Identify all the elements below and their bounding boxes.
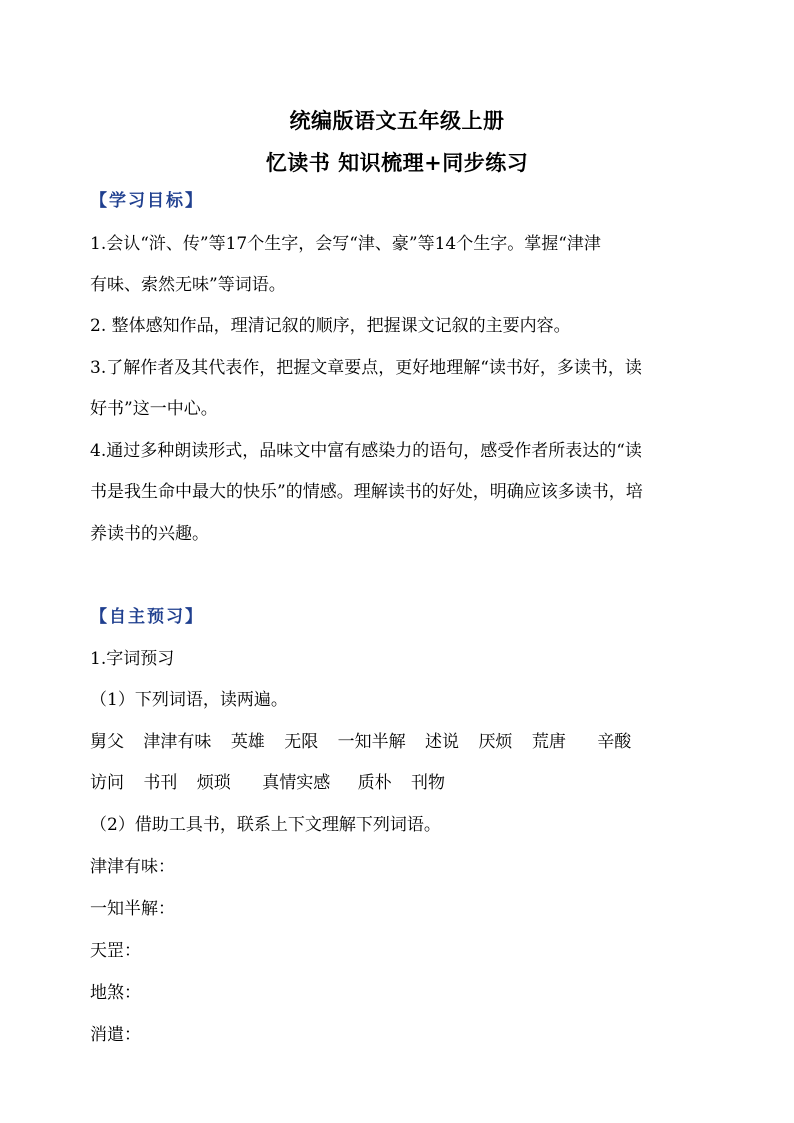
vocab-word: 厌烦 bbox=[478, 732, 513, 752]
document-title: 统编版语文五年级上册 bbox=[289, 108, 505, 133]
vocab-word: 述说 bbox=[425, 732, 460, 752]
vocab-word: 一知半解 bbox=[337, 732, 406, 752]
objective-1-line-2: 有味、索然无味”等词语。 bbox=[90, 275, 286, 295]
document-subtitle: 忆读书 知识梳理+同步练习 bbox=[265, 150, 529, 175]
vocab-word: 津津有味 bbox=[143, 732, 212, 752]
objective-1-line-1: 1.会认“浒、传”等17个生字，会写“津、豪”等14个生字。掌握“津津 bbox=[90, 234, 601, 254]
preview-heading: 【自主预习】 bbox=[90, 607, 204, 627]
objective-4-line-3: 养读书的兴趣。 bbox=[90, 524, 209, 544]
vocab-row-2 bbox=[90, 772, 459, 794]
preview-question-2: （2）借助工具书，联系上下文理解下列词语。 bbox=[90, 815, 441, 835]
vocab-word: 辛酸 bbox=[597, 732, 632, 752]
vocab-word: 访问 bbox=[90, 773, 124, 793]
preview-subheading-vocab: 1.字词预习 bbox=[90, 649, 175, 669]
term-definition-line: 津津有味： bbox=[90, 857, 175, 877]
objective-3-line-2: 好书”这一中心。 bbox=[90, 399, 218, 419]
vocab-word: 舅父 bbox=[90, 732, 124, 752]
vocab-word: 真情实感 bbox=[262, 773, 331, 793]
term-definition-line: 地煞： bbox=[90, 983, 141, 1003]
objectives-heading: 【学习目标】 bbox=[90, 191, 204, 211]
vocab-word: 无限 bbox=[284, 732, 319, 752]
vocab-word: 烦琐 bbox=[196, 773, 231, 793]
preview-question-1: （1）下列词语，读两遍。 bbox=[90, 690, 288, 710]
objective-4-line-1: 4.通过多种朗读形式，品味文中富有感染力的语句，感受作者所表达的“读 bbox=[90, 441, 642, 461]
vocab-row-1 bbox=[90, 731, 645, 753]
vocab-word: 书刊 bbox=[143, 773, 178, 793]
term-definition-line: 一知半解： bbox=[90, 899, 175, 919]
term-definition-line: 天罡： bbox=[90, 941, 141, 961]
vocab-word: 质朴 bbox=[357, 773, 392, 793]
term-definition-line: 消遣： bbox=[90, 1025, 141, 1045]
objective-2: 2. 整体感知作品，理清记叙的顺序，把握课文记叙的主要内容。 bbox=[90, 316, 571, 336]
vocab-word: 荒唐 bbox=[531, 732, 566, 752]
vocab-word: 英雄 bbox=[230, 732, 265, 752]
objective-4-line-2: 书是我生命中最大的快乐”的情感。理解读书的好处，明确应该多读书，培 bbox=[90, 482, 643, 502]
vocab-word: 刊物 bbox=[411, 773, 446, 793]
objective-3-line-1: 3.了解作者及其代表作，把握文章要点，更好地理解“读书好，多读书，读 bbox=[90, 358, 642, 378]
